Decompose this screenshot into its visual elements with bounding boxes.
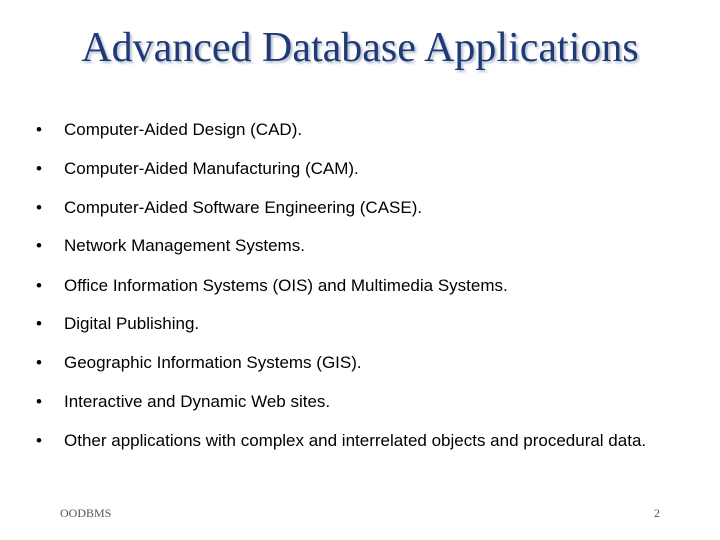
bullet-text: Digital Publishing.	[64, 314, 200, 333]
bullet-dot: •	[36, 431, 42, 450]
bullet-dot: •	[36, 353, 42, 372]
footer-label: OODBMS	[60, 506, 112, 520]
bullet-dot: •	[36, 120, 42, 139]
bullet-text: Interactive and Dynamic Web sites.	[64, 392, 331, 411]
bullet-dot: •	[36, 392, 42, 411]
slide-title: Advanced Database Applications	[81, 25, 639, 71]
bullet-text: Network Management Systems.	[64, 236, 305, 255]
page-number: 2	[654, 506, 660, 520]
bullet-dot: •	[36, 276, 42, 295]
bullet-text: Computer-Aided Design (CAD).	[64, 120, 303, 139]
bullet-text: Office Information Systems (OIS) and Multimedia Systems.	[64, 276, 508, 295]
bullet-dot: •	[36, 236, 42, 255]
bullet-dot: •	[36, 159, 42, 178]
bullet-text: Other applications with complex and interrelated objects and procedural data.	[64, 431, 647, 450]
bullet-dot: •	[36, 198, 42, 217]
bullet-text: Geographic Information Systems (GIS).	[64, 353, 362, 372]
bullet-dot: •	[36, 314, 42, 333]
bullet-text: Computer-Aided Manufacturing (CAM).	[64, 159, 359, 178]
bullet-text: Computer-Aided Software Engineering (CASE).	[64, 198, 423, 217]
